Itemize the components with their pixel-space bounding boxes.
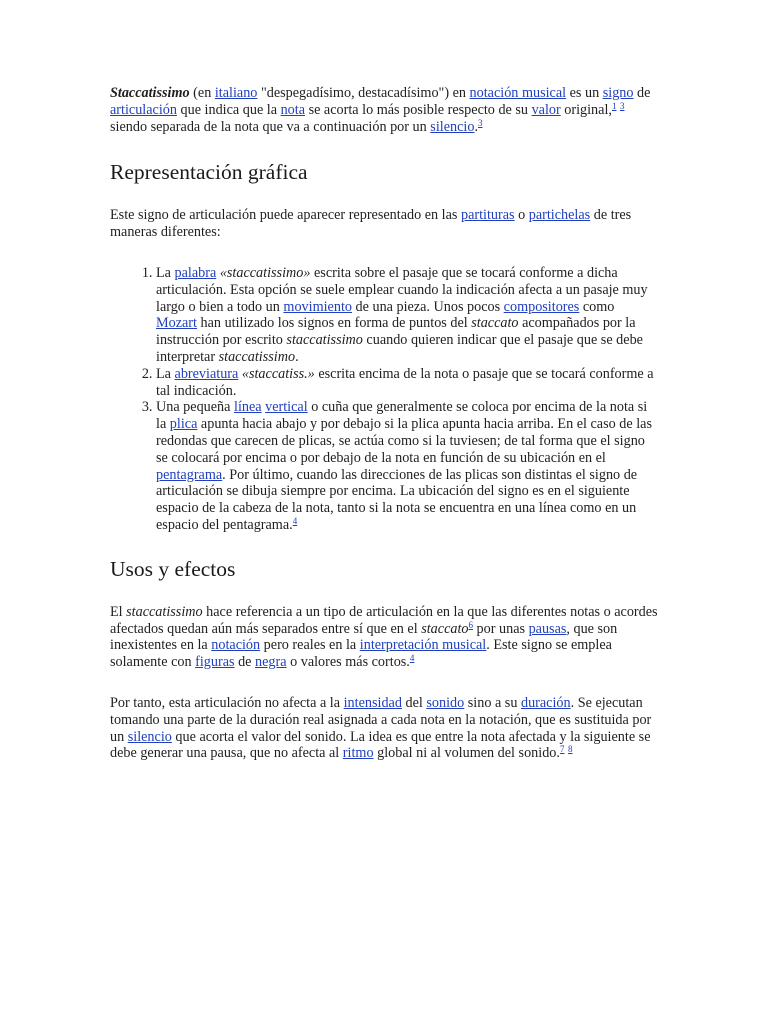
text: como: [579, 298, 615, 315]
text: que indica que la: [176, 101, 281, 118]
link-ritmo[interactable]: ritmo: [342, 745, 374, 762]
text: de tres maneras diferentes:: [110, 207, 632, 241]
text: .: [474, 118, 478, 135]
text: o valores más cortos.: [286, 654, 410, 671]
reference-6[interactable]: 6: [468, 619, 473, 630]
text: pero reales en la: [260, 637, 360, 654]
link-valor[interactable]: valor: [531, 101, 561, 118]
text: sino a su: [464, 694, 521, 711]
emphasis: staccato: [421, 620, 469, 637]
text: La: [156, 264, 175, 281]
emphasis: staccatissimo: [218, 348, 296, 365]
link-sonido[interactable]: sonido: [426, 694, 465, 711]
emphasis: staccatissimo: [286, 332, 363, 349]
uses-paragraph-1: [110, 604, 658, 671]
text: Este signo de articulación puede aparecer representado en las: [110, 207, 461, 224]
text: de: [234, 654, 256, 671]
link-abreviatura[interactable]: abreviatura: [174, 365, 239, 382]
text: del: [401, 694, 427, 711]
text: "despegadísimo, destacadísimo") en: [257, 85, 470, 101]
representation-paragraph: [110, 207, 658, 241]
link-notacion[interactable]: notación: [211, 637, 261, 654]
emphasis: staccatissimo: [126, 603, 203, 620]
text: , que son inexistentes en la: [110, 620, 618, 654]
emphasis: «staccatissimo»: [219, 264, 311, 281]
link-mozart[interactable]: Mozart: [156, 315, 197, 332]
emphasis: «staccatiss.»: [241, 365, 315, 382]
emphasis: staccato: [471, 315, 519, 332]
text: Una pequeña: [156, 399, 234, 416]
text: hace referencia a un tipo de articulación en la que las diferentes notas o acordes afectados quedan aún más separados entre sí que en el: [110, 603, 658, 637]
text: han utilizado los signos en forma de puntos del: [196, 315, 472, 332]
heading-representacion-grafica: Representación gráfica: [110, 160, 308, 185]
text: siendo separada de la nota que va a continuación por un: [110, 118, 431, 135]
text: es un: [566, 85, 603, 101]
text: cuando quieren indicar que el pasaje que se debe interpretar: [156, 332, 643, 365]
text: acompañados por la instrucción por escrito: [156, 315, 636, 349]
text: apunta hacia abajo y por debajo si la plica apunta hacia arriba. En el caso de las redondas que carecen de plicas, se actúa como si la tuviesen; de tal forma que el signo se colocará por encima o por debajo de la nota en función de su ubicación en el: [156, 416, 652, 466]
link-compositores[interactable]: compositores: [503, 298, 580, 315]
text: escrita encima de la nota o pasaje que se tocará conforme a tal indicación.: [156, 365, 654, 399]
text: de una pieza. Unos pocos: [351, 298, 504, 315]
link-partichelas[interactable]: partichelas: [528, 207, 591, 224]
link-movimiento[interactable]: movimiento: [283, 298, 352, 315]
link-silencio-2[interactable]: silencio: [127, 728, 172, 745]
uses-paragraph-2: [110, 695, 658, 762]
link-partituras[interactable]: partituras: [460, 207, 515, 224]
text: se acorta lo más posible respecto de su: [305, 101, 532, 118]
list-item-1: [156, 265, 658, 366]
text: .: [295, 348, 299, 365]
reference-8[interactable]: 8: [567, 744, 573, 755]
text: de: [633, 85, 651, 101]
link-figuras[interactable]: figuras: [195, 654, 235, 671]
list-item-2: [156, 366, 658, 400]
text: . Se ejecutan tomando una parte de la duración real asignada a cada nota en la notación, que es sustituida por un: [110, 694, 652, 745]
reference-3b[interactable]: 3: [477, 117, 483, 128]
link-pausas[interactable]: pausas: [528, 620, 567, 637]
term-staccatissimo: Staccatissimo: [110, 85, 190, 101]
text: por unas: [473, 620, 529, 637]
text: escrita sobre el pasaje que se tocará conforme a dicha articulación. Esta opción se suele emplear cuando la indicación afecta a un pasaje muy largo o bien a todo un: [156, 264, 648, 315]
link-silencio[interactable]: silencio: [430, 118, 475, 135]
link-interpretacion-musical[interactable]: interpretación musical: [359, 637, 487, 654]
link-duracion[interactable]: duración: [520, 694, 571, 711]
text: o cuña que generalmente se coloca por encima de la nota si la: [156, 399, 648, 433]
reference-4b[interactable]: 4: [409, 653, 415, 664]
intro-paragraph: [110, 85, 658, 135]
list-item-3: [156, 399, 658, 533]
link-intensidad[interactable]: intensidad: [343, 694, 402, 711]
link-plica[interactable]: plica: [169, 416, 198, 433]
link-notacion-musical[interactable]: notación musical: [469, 85, 567, 101]
link-signo[interactable]: signo: [602, 85, 634, 101]
text: que acorta el valor del sonido. La idea es que entre la nota afectada y la siguiente se debe generar una pausa, que no afecta al: [110, 728, 651, 762]
link-nota[interactable]: nota: [280, 101, 306, 118]
text: (en: [189, 85, 215, 101]
text: . Este signo se emplea solamente con: [110, 637, 612, 671]
reference-1[interactable]: 1: [611, 100, 617, 111]
reference-4[interactable]: 4: [292, 515, 298, 526]
text: . Por último, cuando las direcciones de las plicas son distintas el signo de articulación se dibuja siempre por encima. La ubicación del signo es en el siguiente espacio de la cabeza de la nota, tanto si la nota se encuentra en una línea como en un espacio del pentagrama.: [156, 466, 638, 533]
text: original,: [560, 101, 612, 118]
text: global ni al volumen del sonido.: [373, 745, 560, 762]
article-body: [110, 85, 658, 786]
representation-list: [110, 265, 658, 534]
text: La: [156, 365, 175, 382]
link-vertical[interactable]: vertical: [265, 399, 308, 416]
text: El: [110, 603, 127, 620]
text: o: [514, 207, 529, 224]
reference-3[interactable]: 3: [620, 100, 625, 111]
link-italiano[interactable]: italiano: [214, 85, 258, 101]
link-pentagrama[interactable]: pentagrama: [156, 466, 223, 483]
link-linea[interactable]: línea: [234, 399, 262, 416]
link-negra[interactable]: negra: [255, 654, 287, 671]
heading-usos-y-efectos: Usos y efectos: [110, 556, 236, 581]
link-articulacion[interactable]: articulación: [110, 101, 177, 118]
link-palabra[interactable]: palabra: [174, 264, 217, 281]
reference-7[interactable]: 7: [559, 744, 565, 755]
text: Por tanto, esta articulación no afecta a la: [110, 694, 344, 711]
